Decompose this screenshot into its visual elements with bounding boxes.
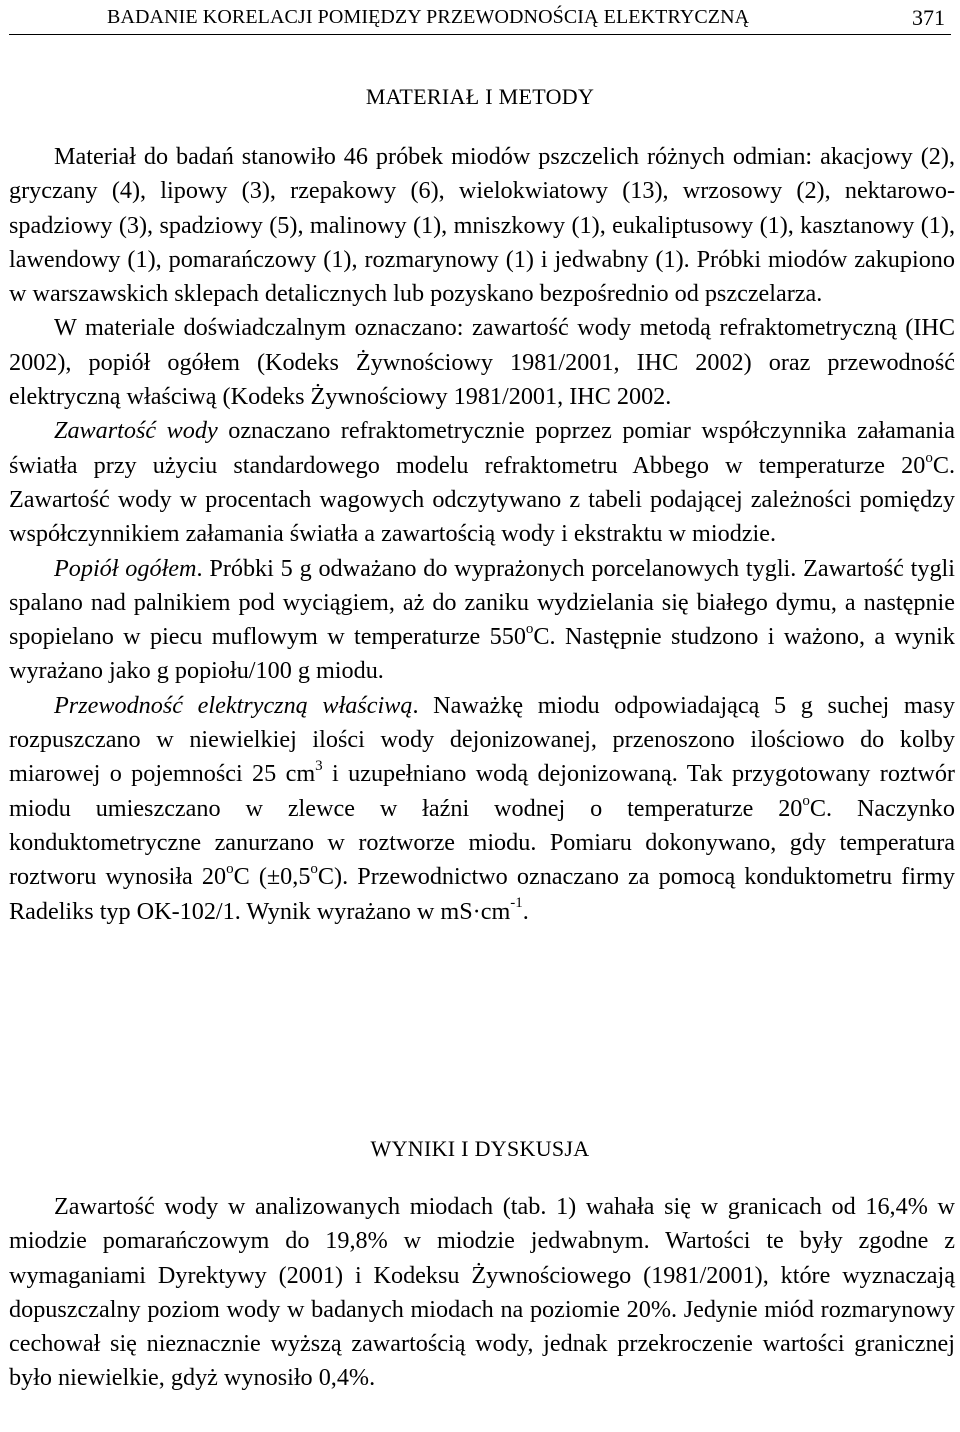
section-heading-results: WYNIKI I DYSKUSJA [370,1136,590,1161]
superscript: -1 [510,895,523,912]
page-number: 371 [912,5,945,30]
section-heading-methods: MATERIAŁ I METODY [365,84,595,109]
paragraph-materials: Materiał do badań stanowiło 46 próbek miodów pszczelich różnych odmian: akacjowy (2), gryczany (4), lipowy (3), rzepakowy (6), wielokwiatowy (13), wrzosowy (2), nektarowo-spadziowy (3), spadziowy (5), malinowy (1), mniszkowy (1), eukaliptusowy (1), kasztanowy (1), lawendowy (1), pomarańczowy (1), rozmarynowy (1) i jedwabny (1). Próbki miodów zakupiono w warszawskich sklepach detalicznych lub pozyskano bezpośrednio od pszczelarza. [9,143,955,308]
ash-lead: Popiół ogółem [54,554,197,582]
text-run: C. Następnie studzono i ważono, a wynik wyrażano jako g popiołu/100 g miodu. [9,623,955,685]
paragraph-water-content [9,414,955,551]
superscript: o [925,449,933,466]
paragraph-measurements: W materiale doświadczalnym oznaczano: zawartość wody metodą refraktometryczną (IHC 2002), popiół ogółem (Kodeks Żywnościowy 1981/2001, IHC 2002) oraz przewodność elektryczną właściwą (Kodeks Żywnościowy 1981/2001, IHC 2002. [9,314,955,411]
text-run: C). Przewodnictwo oznaczano za pomocą konduktometru firmy Radeliks typ OK-102/1. Wynik wyrażano w mS·cm [9,863,955,925]
text-run: . Próbki 5 g odważano do wyprażonych porcelanowych tygli. Zawartość tygli spalano nad palnikiem pod wyciągiem, aż do zaniku wydzielania się białego dymu, a następnie spopielano w piecu muflowym w temperaturze 550 [9,554,956,651]
running-title: BADANIE KORELACJI POMIĘDZY PRZEWODNOŚCIĄ ELEKTRYCZNĄ [107,6,750,28]
paragraph-results: Zawartość wody w analizowanych miodach (tab. 1) wahała się w granicach od 16,4% w miodzie pomarańczowym do 19,8% w miodzie jedwabnym. Wartości te były zgodne z wymaganiami Dyrektywy (2001) i Kodeksu Żywnościowego (1981/2001), które wyznaczają dopuszczalny poziom wody w badanych miodach na poziomie 20%. Jedynie miód rozmarynowy cechował się nieznacznie wyższą zawartością wody, jednak przekroczenie wartości granicznej było niewielkie, gdyż wynosiło 0,4%. [9,1193,955,1392]
superscript: o [525,621,534,638]
text-run: . [522,897,529,925]
results-body [9,1190,955,1396]
text-run: oznaczano refraktometrycznie poprzez pomiar współczynnika załamania światła przy użyciu standardowego modelu refraktometru Abbego w temperaturze 20 [9,417,955,479]
text-run: . Naważkę miodu odpowiadającą 5 g suchej masy rozpuszczano w niewielkiej ilości wody dejonizowanej, przenoszono ilościowo do kolby miarowej o pojemności 25 cm [9,691,955,788]
superscript: o [310,861,318,878]
conductivity-lead: Przewodność elektryczną właściwą [54,691,413,719]
paragraph-conductivity [9,689,955,929]
text-run: C. Naczynko konduktometryczne zanurzano w roztworze miodu. Pomiaru dokonywano, gdy temperatura roztworu wynosiła 20 [9,794,955,891]
methods-body [9,140,955,929]
running-header [9,0,951,35]
text-run: i uzupełniano wodą dejonizowaną. Tak przygotowany roztwór miodu umieszczano w zlewce w łaźni wodnej o temperaturze 20 [9,760,955,822]
text-run: C. Zawartość wody w procentach wagowych odczytywano z tabeli podającej zależności pomiędzy współczynnikiem załamania światła a zawartością wody i ekstraktu w miodzie. [9,451,955,548]
superscript: o [802,792,810,809]
paragraph-ash [9,552,955,689]
superscript: 3 [315,758,323,775]
superscript: o [226,861,234,878]
water-content-lead: Zawartość wody [54,417,218,445]
text-run: C (±0,5 [233,863,311,891]
